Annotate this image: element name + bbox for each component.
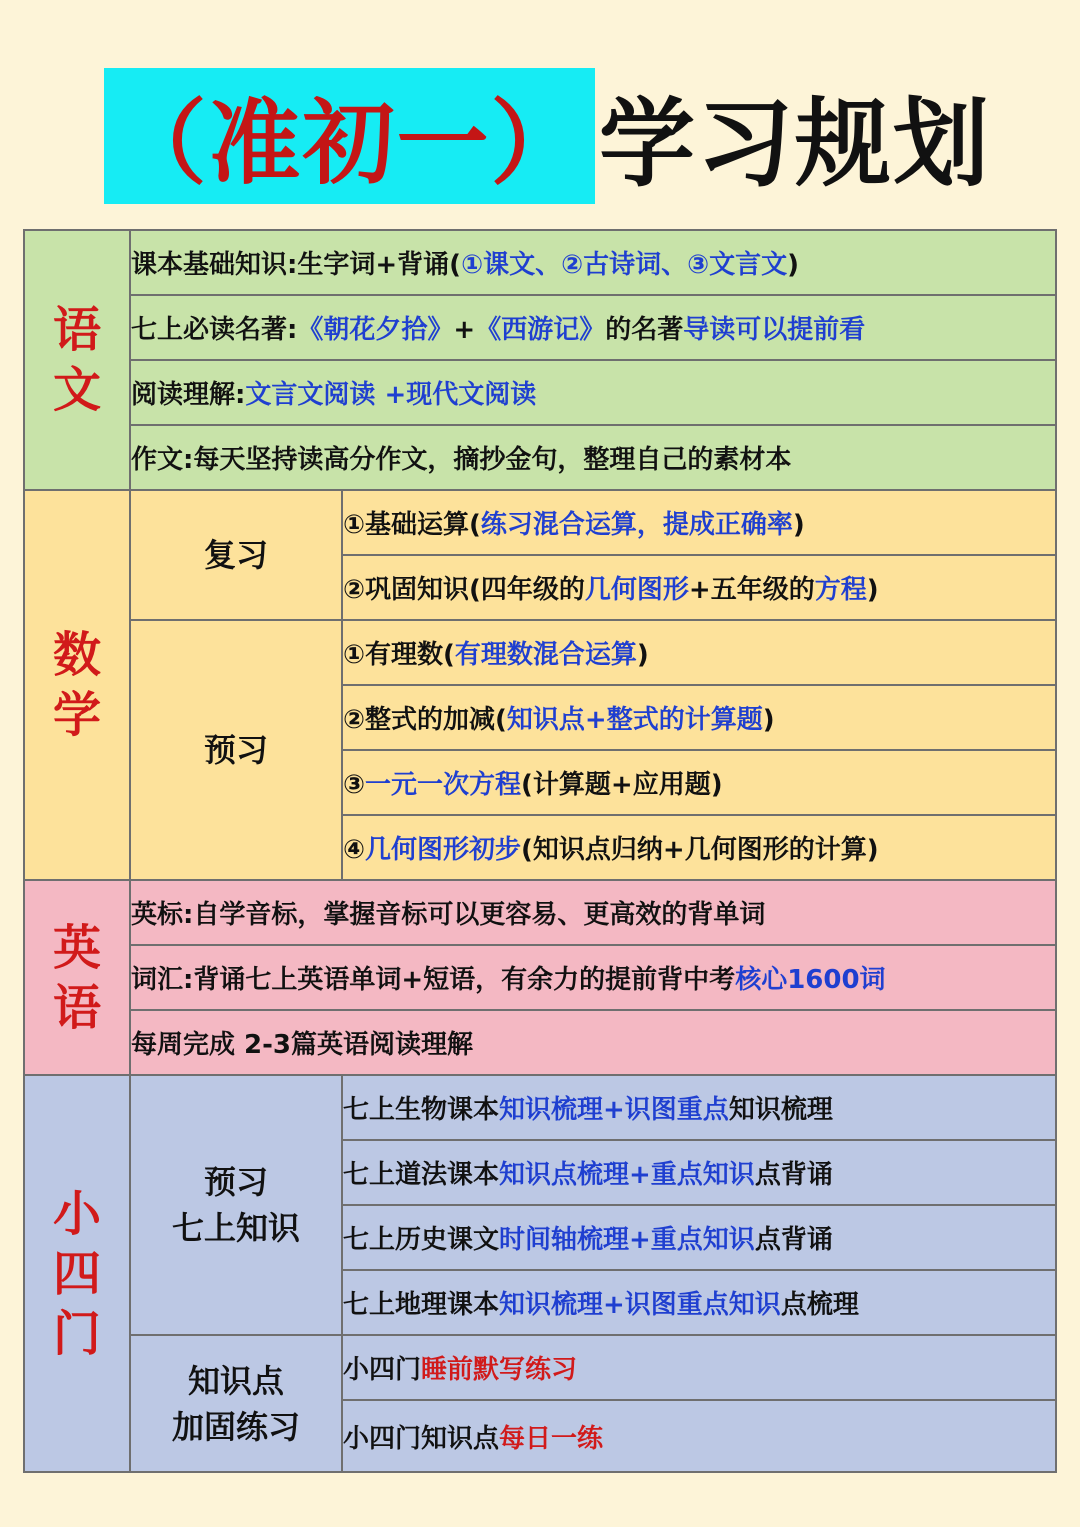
minor-preview-label: 预习 七上知识 <box>130 1075 342 1335</box>
chinese-row <box>24 295 1056 360</box>
minor-preview-item: 七上历史课文时间轴梳理+重点知识点背诵 <box>342 1205 1056 1270</box>
chinese-item-classics: 七上必读名著:《朝花夕拾》+《西游记》的名著导读可以提前看 <box>130 295 1056 360</box>
page-title <box>104 68 991 204</box>
math-review-item: ①基础运算(练习混合运算，提成正确率) <box>342 490 1056 555</box>
english-row <box>24 880 1056 945</box>
english-item-phonetics: 英标:自学音标，掌握音标可以更容易、更高效的背单词 <box>130 880 1056 945</box>
english-row <box>24 1010 1056 1075</box>
math-row <box>24 490 1056 555</box>
math-review-label: 复习 <box>130 490 342 620</box>
math-preview-item: ②整式的加减(知识点+整式的计算题) <box>342 685 1056 750</box>
subject-minor: 小 四 门 <box>24 1075 130 1472</box>
minor-preview-item: 七上生物课本知识梳理+识图重点知识梳理 <box>342 1075 1056 1140</box>
chinese-row <box>24 360 1056 425</box>
math-preview-item: ①有理数(有理数混合运算) <box>342 620 1056 685</box>
minor-practice-label: 知识点 加固练习 <box>130 1335 342 1472</box>
chinese-item-basics: 课本基础知识:生字词+背诵(①课文、②古诗词、③文言文) <box>130 230 1056 295</box>
minor-row <box>24 1075 1056 1140</box>
title-grade-label: （准初一） <box>104 68 595 204</box>
minor-practice-item: 小四门知识点每日一练 <box>342 1400 1056 1472</box>
title-plan-label: 学习规划 <box>599 87 991 200</box>
english-item-reading: 每周完成 2-3篇英语阅读理解 <box>130 1010 1056 1075</box>
chinese-item-writing: 作文:每天坚持读高分作文，摘抄金句，整理自己的素材本 <box>130 425 1056 490</box>
minor-preview-item: 七上地理课本知识梳理+识图重点知识点梳理 <box>342 1270 1056 1335</box>
study-plan-table <box>23 229 1057 1473</box>
chinese-row <box>24 230 1056 295</box>
math-row <box>24 620 1056 685</box>
subject-chinese: 语 文 <box>24 230 130 490</box>
english-item-vocabulary: 词汇:背诵七上英语单词+短语，有余力的提前背中考核心1600词 <box>130 945 1056 1010</box>
chinese-row <box>24 425 1056 490</box>
minor-preview-item: 七上道法课本知识点梳理+重点知识点背诵 <box>342 1140 1056 1205</box>
minor-row <box>24 1335 1056 1400</box>
chinese-item-reading: 阅读理解:文言文阅读 +现代文阅读 <box>130 360 1056 425</box>
math-review-item: ②巩固知识(四年级的几何图形+五年级的方程) <box>342 555 1056 620</box>
math-preview-item: ③一元一次方程(计算题+应用题) <box>342 750 1056 815</box>
subject-english: 英 语 <box>24 880 130 1075</box>
subject-math: 数 学 <box>24 490 130 880</box>
math-preview-item: ④几何图形初步(知识点归纳+几何图形的计算) <box>342 815 1056 880</box>
english-row <box>24 945 1056 1010</box>
minor-practice-item: 小四门睡前默写练习 <box>342 1335 1056 1400</box>
math-preview-label: 预习 <box>130 620 342 880</box>
